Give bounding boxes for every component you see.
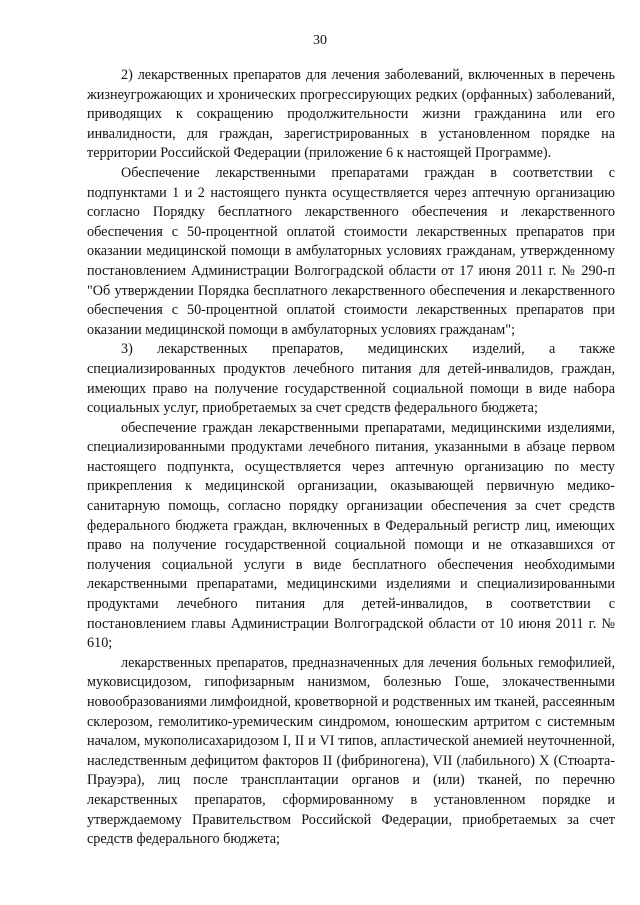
paragraph-item-3: 3) лекарственных препаратов, медицинских изделий, а также специализированных продуктов лечебного питания для детей-инвалидов, граждан, имеющих право на получение государственной социальной помощи в виде набора социальных услуг, приобретаемых за счет средств федерального бюджета; [87,341,615,417]
document-body [87,66,615,850]
paragraph-rare-diseases-drugs: лекарственных препаратов, предназначенных для лечения больных гемофилией, муковисцидозом, гипофизарным нанизмом, болезнью Гоше, злокачественными новообразованиями лимфоидной, кроветворной и родственных им тканей, рассеянным склерозом, гемолитико-уремическим синдромом, юношеским артритом с системным началом, мукополисахаридозом I, II и VI типов, апластической анемией неуточненной, наследственным дефицитом факторов II (фибриногена), VII (лабильного) X (Стюарта-Прауэра), лиц после трансплантации органов и (или) тканей, по перечню лекарственных препаратов, сформированному в установленном порядке и утверждаемому Правительством Российской Федерации, приобретаемых за счет средств федерального бюджета; [87,654,615,848]
paragraph-item-2: 2) лекарственных препаратов для лечения заболеваний, включенных в перечень жизнеугрожающих и хронических прогрессирующих редких (орфанных) заболеваний, приводящих к сокращению продолжительности жизни гражданина или его инвалидности, для граждан, зарегистрированных в установленном порядке на территории Российской Федерации (приложение 6 к настоящей Программе). [87,67,615,162]
paragraph-provision-order: Обеспечение лекарственными препаратами граждан в соответствии с подпунктами 1 и 2 настоящего пункта осуществляется через аптечную организацию согласно Порядку бесплатного лекарственного обеспечения и лекарственного обеспечения с 50-процентной оплатой стоимости лекарственных препаратов при оказании медицинской помощи в амбулаторных условиях гражданам, утвержденному постановлением Администрации Волгоградской области от 17 июня 2011 г. № 290-п "Об утверждении Порядка бесплатного лекарственного обеспечения и лекарственного обеспечения с 50-процентной оплатой стоимости лекарственных препаратов при оказании медицинской помощи в амбулаторных условиях гражданам"; [87,164,615,338]
page-number: 30 [313,33,327,48]
paragraph-federal-provision: обеспечение граждан лекарственными препаратами, медицинскими изделиями, специализированными продуктами лечебного питания, указанными в абзаце первом настоящего подпункта, осуществляется через аптечную организацию по месту прикрепления к медицинской организации, оказывающей первичную медико-санитарную помощь, согласно порядку организации обеспечения за счет средств федерального бюджета граждан, включенных в Федеральный регистр лиц, имеющих право на получение государственной социальной помощи и не отказавшихся от получения социальной услуги в виде бесплатного обеспечения необходимыми лекарственными препаратами, медицинскими изделиями и специализированными продуктами лечебного питания для детей-инвалидов, в соответствии с постановлением главы Администрации Волгоградской области от 10 июня 2011 г. № 610; [87,419,615,652]
